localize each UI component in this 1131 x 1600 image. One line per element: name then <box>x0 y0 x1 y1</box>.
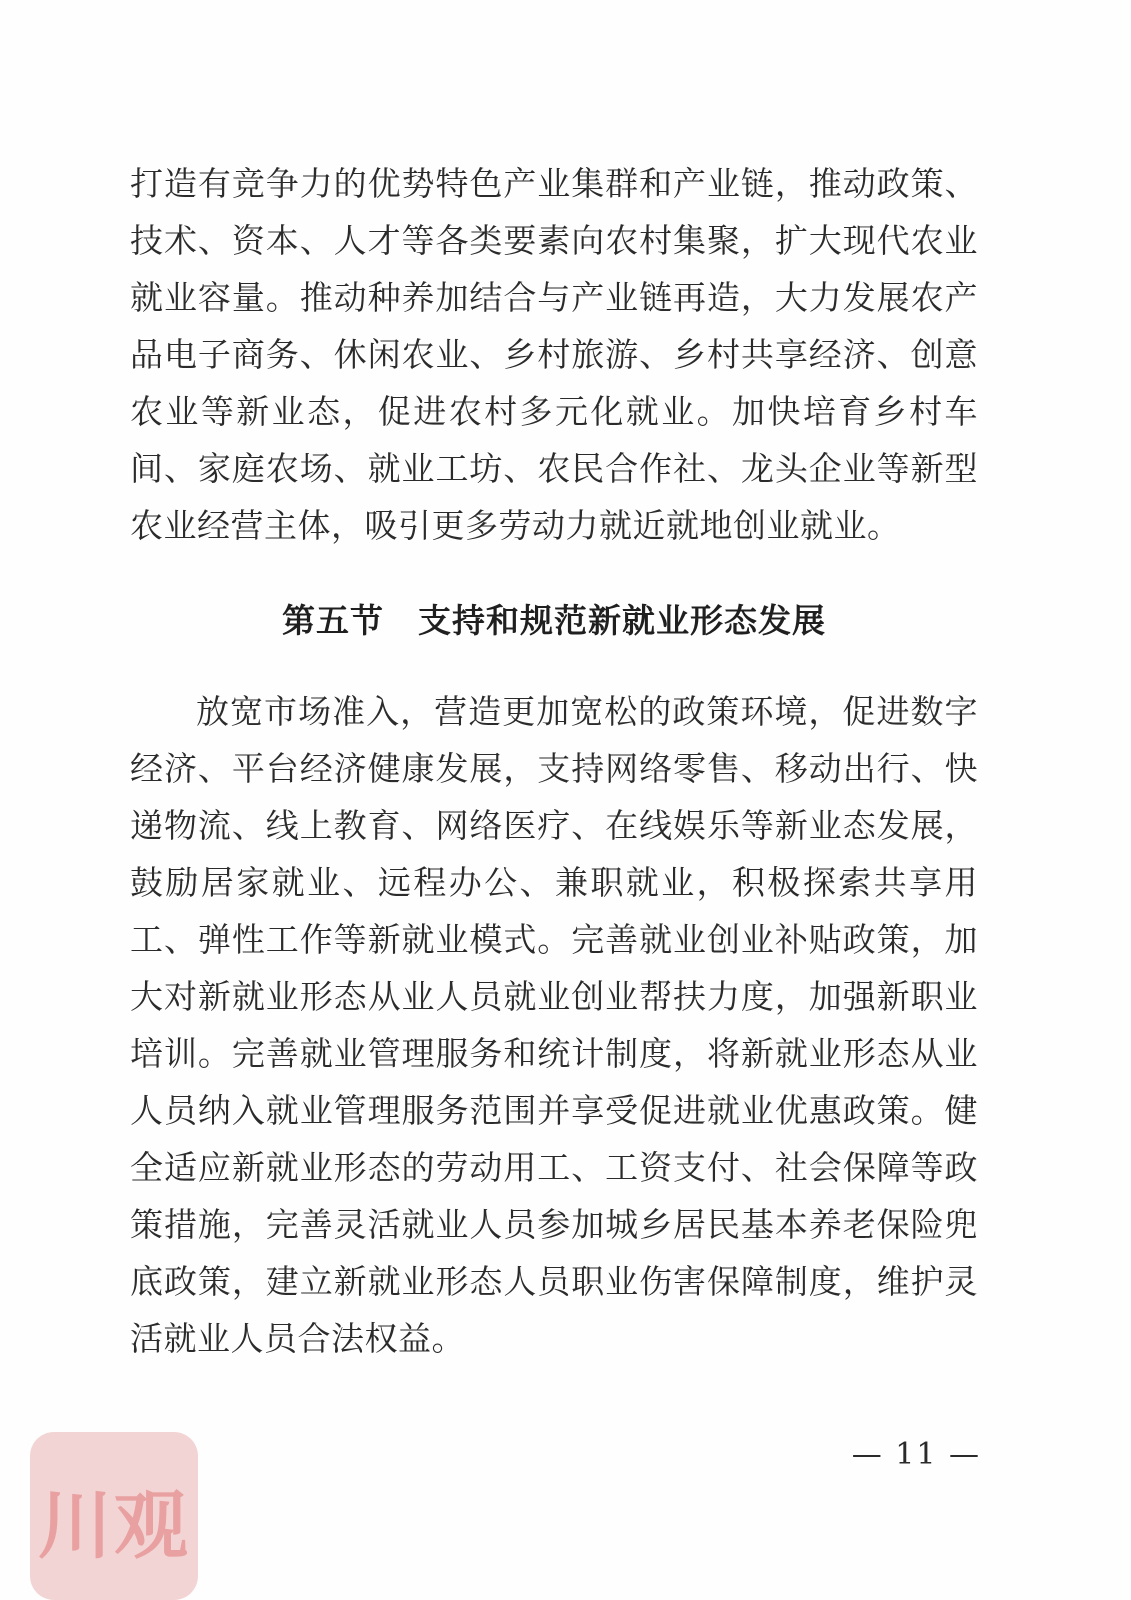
paragraph-continued: 打造有竞争力的优势特色产业集群和产业链，推动政策、技术、资本、人才等各类要素向农村集聚，扩大现代农业就业容量。推动种养加结合与产业链再造，大力发展农产品电子商务、休闲农业、乡村旅游、乡村共享经济、创意农业等新业态，促进农村多元化就业。加快培育乡村车间、家庭农场、就业工坊、农民合作社、龙头企业等新型农业经营主体，吸引更多劳动力就近就地创业就业。 <box>130 164 978 545</box>
page-number: — 11 — <box>851 1437 981 1472</box>
section-heading <box>130 592 978 649</box>
watermark-badge <box>30 1432 198 1600</box>
section-number: 第五节 <box>282 601 384 640</box>
paragraph-section-five: 放宽市场准入，营造更加宽松的政策环境，促进数字经济、平台经济健康发展，支持网络零售、移动出行、快递物流、线上教育、网络医疗、在线娱乐等新业态发展，鼓励居家就业、远程办公、兼职就业，积极探索共享用工、弹性工作等新就业模式。完善就业创业补贴政策，加大对新就业形态从业人员就业创业帮扶力度，加强新职业培训。完善就业管理服务和统计制度，将新就业形态从业人员纳入就业管理服务范围并享受促进就业优惠政策。健全适应新就业形态的劳动用工、工资支付、社会保障等政策措施，完善灵活就业人员参加城乡居民基本养老保险兜底政策，建立新就业形态人员职业伤害保障制度，维护灵活就业人员合法权益。 <box>130 692 978 1358</box>
section-title: 支持和规范新就业形态发展 <box>418 601 826 640</box>
page-content <box>130 155 978 1367</box>
watermark-label: 川观 <box>38 1483 190 1569</box>
